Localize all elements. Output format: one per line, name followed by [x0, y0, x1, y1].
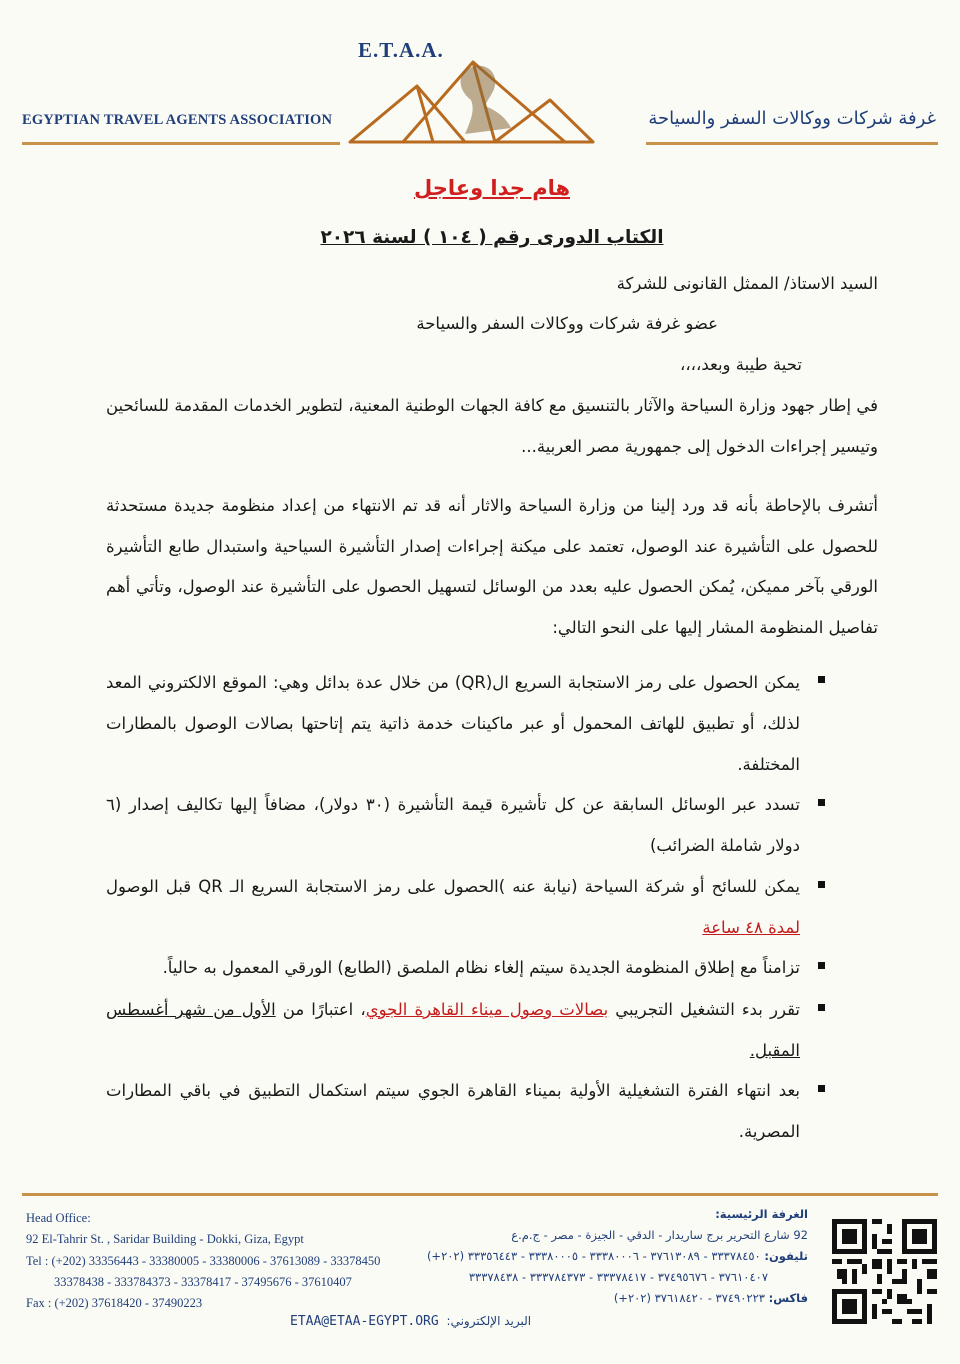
tel-label-ar: تليفون:: [764, 1249, 808, 1263]
bullet-text-qr-options: يمكن الحصول على رمز الاستجابة السريع ال(QR) من خلال عدة بدائل وهي: الموقع الالكتروني المعد لذلك، أو تطبيق للهاتف المحمول أو عبر ماكينات خدمة ذاتية يتم إتاحتها بصالات الوصول بالمطارات المختلفة.: [106, 673, 801, 774]
bullet-text-advance-qr-main: يمكن للسائح أو شركة السياحة (نيابة عنه )الحصول على رمز الاستجابة السريع الـ QR قبل الوصول: [106, 877, 801, 896]
header-rule-right: [646, 142, 938, 145]
header-rule-left: [22, 142, 340, 145]
fax-en: Fax : (+202) 37618420 - 37490223: [26, 1296, 203, 1311]
body-paragraph: أتشرف بالإحاطة بأنه قد ورد إلينا من وزارة السياحة والاثار أنه قد تم الانتهاء من إعداد منظومة جديدة مستحدثة للحصول على التأشيرة عند الوصول، تعتمد على ميكنة إجراءات إصدار التأشيرة السياحية واستبدال طابع التأشيرة الورقي بآخر مميكن، يُمكن الحصول عليه بعدد من الوسائل لتسهيل الحصول على التأشيرة عند الوصول، وتأتي أهم تفاصيل المنظومة المشار إليها على النحو التالي:: [106, 496, 878, 637]
tel-ar-line-1: ٣٣٣٧٨٤٥٠ - ٣٧٦١٣٠٨٩ - ٣٣٣٨٠٠٠٦ - ٣٣٣٨٠٠٠٥ - ٣٣٣٥٦٤٤٣ (٢٠٢+): [426, 1249, 761, 1263]
qr-code-icon: [832, 1219, 937, 1324]
highlight-48-hours: لمدة ٤٨ ساعة: [702, 918, 800, 937]
bullet-text-fees: تسدد عبر الوسائل السابقة عن كل تأشيرة قيمة التأشيرة (٣٠ دولار)، مضافاً إليها تكاليف إصدار (٦ دولار شاملة الضرائب): [106, 795, 800, 855]
bullet-text-other-airports: بعد انتهاء الفترة التشغيلية الأولية بميناء القاهرة الجوي سيتم استكمال التطبيق في باقي المطارات المصرية.: [106, 1081, 800, 1141]
bullet-text-trial-start-pre: تقرر بدء التشغيل التجريبي: [608, 1000, 801, 1019]
highlight-start-date: الأول من شهر أغسطس المقبل.: [106, 1000, 800, 1060]
bullet-square-icon: [818, 676, 825, 683]
head-office-label: Head Office:: [26, 1211, 91, 1225]
logo-text: E.T.A.A.: [358, 38, 444, 62]
fax-label-ar: فاكس:: [768, 1291, 808, 1305]
footer-contact-en: [26, 1208, 380, 1314]
greeting: تحية طيبة وبعد،،،،: [680, 355, 802, 374]
email-link[interactable]: ETAA@ETAA-EGYPT.ORG: [290, 1314, 439, 1329]
circular-title: الكتاب الدورى رقم ( ١٠٤ ) لسنة ٢٠٢٦: [320, 227, 664, 248]
bullet-square-icon: [818, 881, 825, 888]
pyramids-logo-icon: [345, 50, 600, 150]
recipient-line-1: السيد الاستاذ/ الممثل القانونى للشركة: [616, 274, 878, 293]
org-name-en: EGYPTIAN TRAVEL AGENTS ASSOCIATION: [22, 112, 333, 128]
highlight-cairo-airport: بصالات وصول ميناء القاهرة الجوي: [365, 1000, 609, 1019]
footer-email: [290, 1314, 531, 1329]
recipient-line-2: عضو غرفة شركات ووكالات السفر والسياحة: [416, 314, 718, 333]
fax-ar: ٣٧٤٩٠٢٢٣ - ٣٧٦١٨٤٢٠ (٢٠٢+): [613, 1291, 765, 1305]
urgent-title: هام جدا وعاجل: [413, 176, 571, 200]
bullet-text-sticker-cancel: تزامناً مع إطلاق المنظومة الجديدة سيتم إلغاء نظام الملصق (الطابع) الورقي المعمول به حالياً.: [162, 958, 800, 977]
bullet-text-trial-start: [106, 989, 800, 1071]
bullet-square-icon: [818, 1004, 825, 1011]
tel-ar-line-2: ٣٧٦١٠٤٠٧ - ٣٧٤٩٥٦٧٦ - ٣٣٣٧٨٤١٧ - ٣٣٣٧٨٤٣٧٣ - ٣٣٣٧٨٤٣٨: [468, 1270, 768, 1284]
bullet-square-icon: [818, 1085, 825, 1092]
bullet-text-trial-start-mid: ، اعتبارًا من: [275, 1000, 366, 1019]
org-name-ar: غرفة شركات ووكالات السفر والسياحة: [648, 108, 936, 129]
head-office-label-ar: الغرفة الرئيسية:: [715, 1207, 808, 1221]
address-ar: 92 شارع التحرير برج ساريدار - الدقي - الجيزة - مصر - ج.م.ع: [511, 1228, 808, 1242]
address-en: 92 El-Tahrir St. , Saridar Building - Dokki, Giza, Egypt: [26, 1232, 304, 1247]
footer-contact-ar: [427, 1204, 808, 1309]
footer-rule: [22, 1193, 938, 1196]
intro-paragraph: في إطار جهود وزارة السياحة والآثار بالتنسيق مع كافة الجهات الوطنية المعنية، لتطوير الخدمات المقدمة للسائحين وتيسير إجراءات الدخول إلى جمهورية مصر العربية...: [106, 396, 878, 456]
tel-en-line-2: 33378438 - 333784373 - 33378417 - 37495676 - 37610407: [54, 1274, 352, 1289]
tel-en-line-1: Tel : (+202) 33356443 - 33380005 - 33380006 - 37613089 - 33378450: [26, 1253, 381, 1268]
email-label-ar: البريد الإلكتروني:: [446, 1314, 532, 1328]
bullet-square-icon: [818, 799, 825, 806]
bullet-square-icon: [818, 962, 825, 969]
bullet-text-advance-qr: [106, 866, 800, 948]
